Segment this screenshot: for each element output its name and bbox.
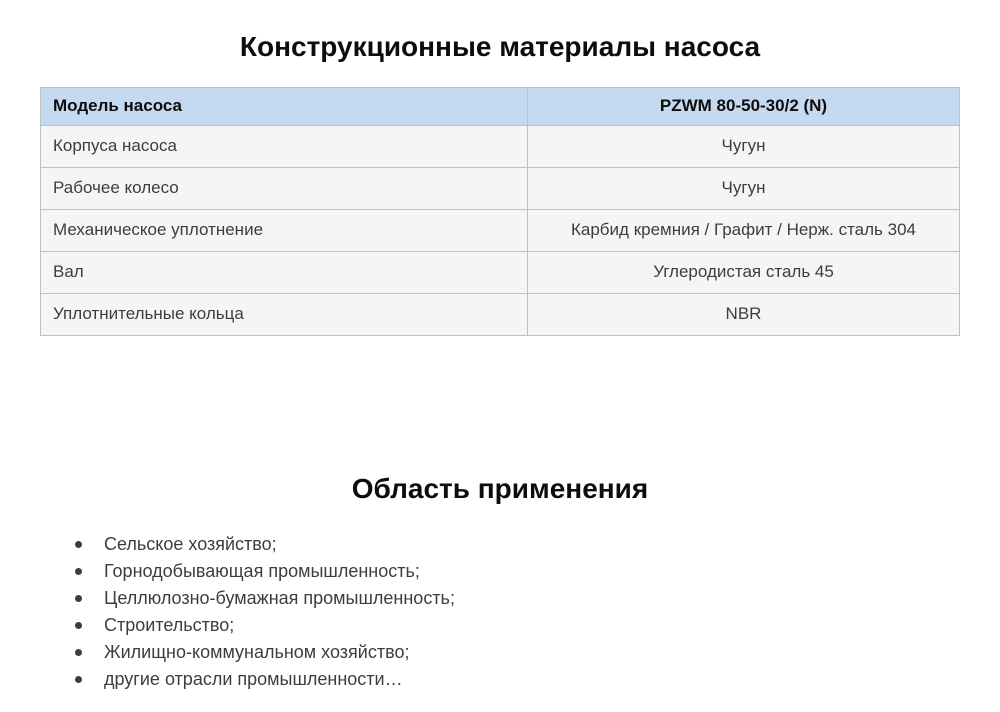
list-item-label: Сельское хозяйство;	[104, 534, 277, 555]
list-item-label: Строительство;	[104, 615, 235, 636]
table-row	[41, 209, 960, 251]
list-item-label: Целлюлозно-бумажная промышленность;	[104, 588, 455, 609]
list-item	[75, 585, 1000, 612]
bullet-icon	[75, 649, 82, 656]
bullet-icon	[75, 568, 82, 575]
applications-list	[75, 531, 1000, 693]
row-value: Углеродистая сталь 45	[528, 251, 960, 293]
row-value: Чугун	[528, 125, 960, 167]
list-item-label: Горнодобывающая промышленность;	[104, 561, 420, 582]
list-item	[75, 612, 1000, 639]
table-header-parameter: Модель насоса	[41, 87, 528, 125]
applications-title: Область применения	[351, 472, 649, 504]
list-item	[75, 558, 1000, 585]
table-header-model: PZWM 80-50-30/2 (N)	[528, 87, 960, 125]
page-title: Конструкционные материалы насоса	[239, 31, 761, 62]
row-label: Механическое уплотнение	[41, 209, 528, 251]
row-label: Рабочее колесо	[41, 167, 528, 209]
list-item-label: другие отрасли промышленности…	[104, 669, 403, 690]
list-item-label: Жилищно-коммунальном хозяйство;	[104, 642, 410, 663]
table-row	[41, 293, 960, 335]
row-value: NBR	[528, 293, 960, 335]
table-row	[41, 167, 960, 209]
bullet-icon	[75, 622, 82, 629]
bullet-icon	[75, 541, 82, 548]
row-label: Уплотнительные кольца	[41, 293, 528, 335]
row-value: Чугун	[528, 167, 960, 209]
list-item	[75, 639, 1000, 666]
materials-table	[40, 87, 960, 336]
row-label: Вал	[41, 251, 528, 293]
list-item	[75, 531, 1000, 558]
row-label: Корпуса насоса	[41, 125, 528, 167]
table-header-row	[41, 87, 960, 125]
table-row	[41, 125, 960, 167]
table-row	[41, 251, 960, 293]
bullet-icon	[75, 676, 82, 683]
row-value: Карбид кремния / Графит / Нерж. сталь 304	[528, 209, 960, 251]
list-item	[75, 666, 1000, 693]
bullet-icon	[75, 595, 82, 602]
